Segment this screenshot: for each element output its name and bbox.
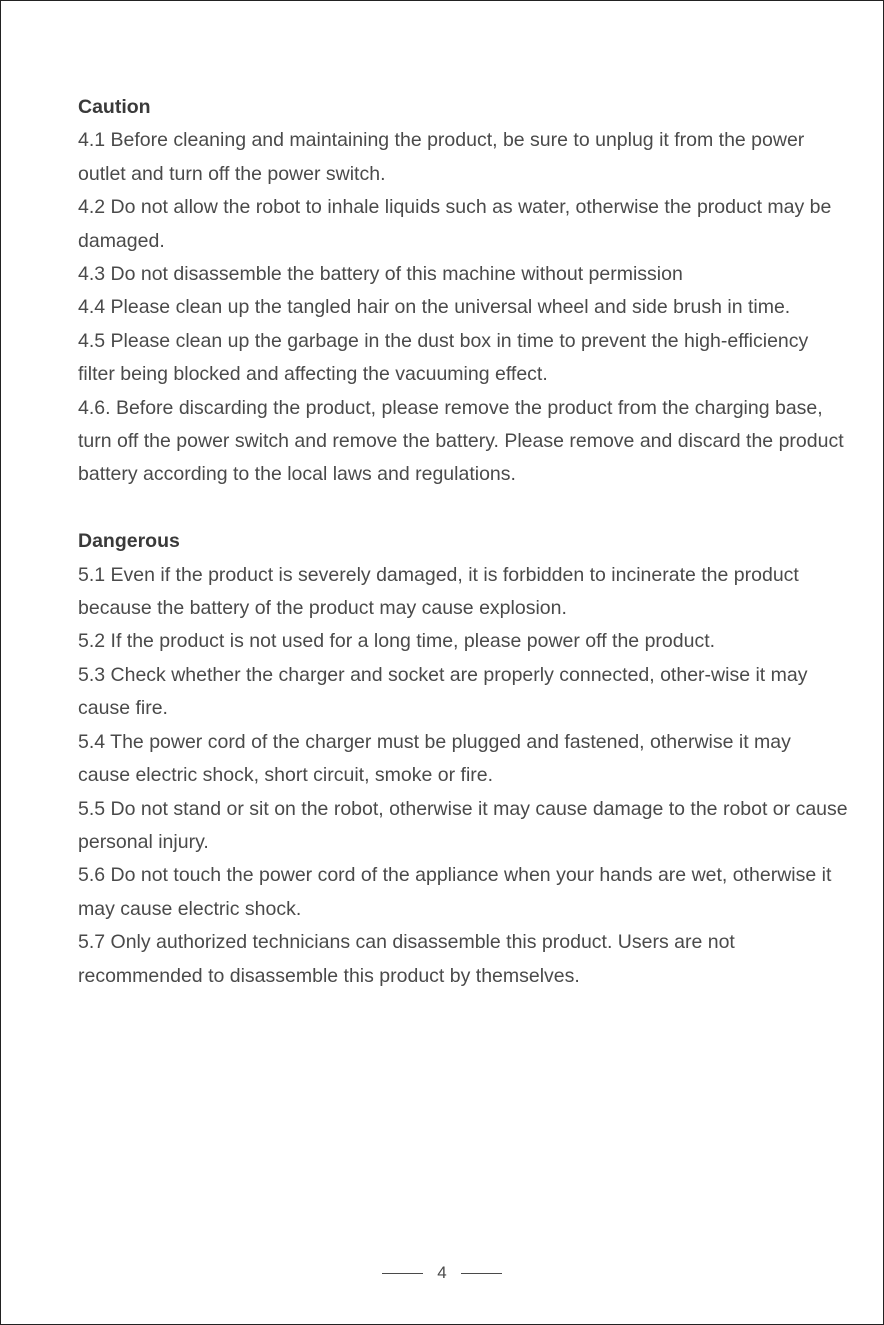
footer-rule-right [461,1273,502,1274]
page-number: 4 [437,1263,447,1282]
caution-item: 4.6. Before discarding the product, please remove the product from the charging base, turn off the power switch and remove the battery. Please remove and discard the product battery according to the local laws and regulations. [78,396,844,486]
dangerous-section [78,525,848,993]
caution-item: 4.4 Please clean up the tangled hair on the universal wheel and side brush in time. [78,296,791,319]
caution-section [78,91,848,492]
dangerous-item: 5.5 Do not stand or sit on the robot, otherwise it may cause damage to the robot or cause personal injury. [78,797,848,853]
caution-item: 4.5 Please clean up the garbage in the dust box in time to prevent the high-efficiency filter being blocked and affecting the vacuuming effect. [78,329,809,386]
caution-item: 4.1 Before cleaning and maintaining the product, be sure to unplug it from the power outlet and turn off the power switch. [78,129,805,185]
page-footer [1,1263,883,1283]
section-spacer [78,492,848,525]
dangerous-heading: Dangerous [78,530,180,553]
dangerous-item: 5.3 Check whether the charger and socket are properly connected, other-wise it may cause fire. [78,663,808,720]
caution-item: 4.2 Do not allow the robot to inhale liquids such as water, otherwise the product may be damaged. [78,196,832,252]
dangerous-item: 5.4 The power cord of the charger must be plugged and fastened, otherwise it may cause electric shock, short circuit, smoke or fire. [78,730,791,787]
page-content [78,91,848,993]
footer-rule-left [382,1273,423,1274]
dangerous-item: 5.7 Only authorized technicians can disassemble this product. Users are not recommended to disassemble this product by themselves. [78,931,735,987]
dangerous-item: 5.6 Do not touch the power cord of the appliance when your hands are wet, otherwise it may cause electric shock. [78,864,832,920]
caution-heading: Caution [78,96,151,118]
dangerous-item: 5.1 Even if the product is severely damaged, it is forbidden to incinerate the product because the battery of the product may cause explosion. [78,563,799,620]
dangerous-item: 5.2 If the product is not used for a long time, please power off the product. [78,630,716,653]
caution-item: 4.3 Do not disassemble the battery of this machine without permission [78,263,683,286]
